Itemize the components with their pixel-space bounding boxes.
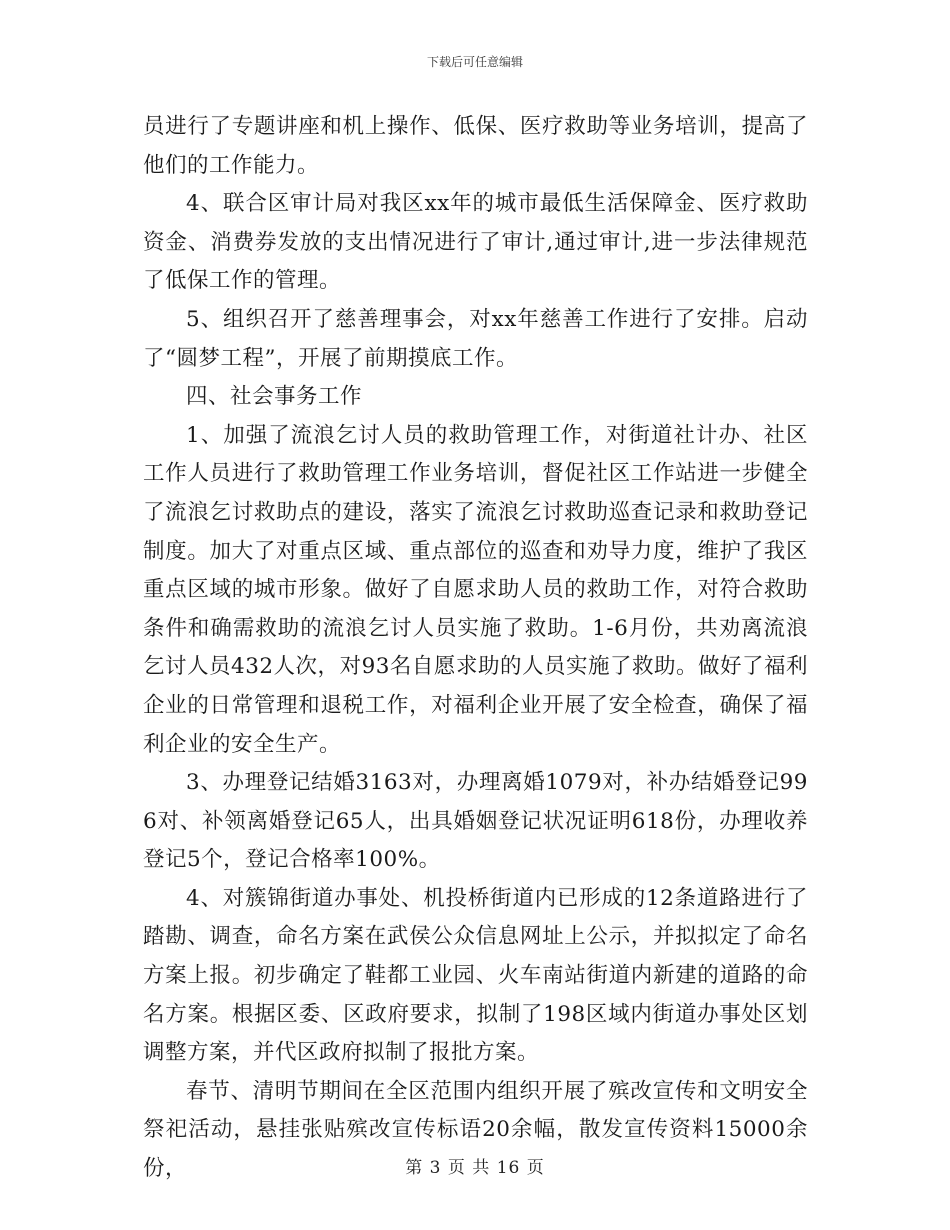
paragraph-item-4-roads: 4、对簇锦街道办事处、机投桥街道内已形成的12条道路进行了踏勘、调查，命名方案在武侯公众信息网址上公示，并拟拟定了命名方案上报。初步确定了鞋都工业园、火车南站街道内新建的道路的命名方案。根据区委、区政府要求，拟制了198区域内街道办事处区划调整方案，并代区政府拟制了报批方案。: [143, 885, 808, 1066]
paragraph-item-5-charity: 5、组织召开了慈善理事会，对xx年慈善工作进行了安排。启动了“圆梦工程”，开展了前期摸底工作。: [143, 306, 808, 371]
section-heading-social-affairs: 四、社会事务工作: [186, 384, 363, 410]
paragraph-item-4-audit: 4、联合区审计局对我区xx年的城市最低生活保障金、医疗救助资金、消费券发放的支出情况进行了审计,通过审计,进一步法律规范了低保工作的管理。: [143, 191, 808, 294]
page-header-note: 下载后可任意编辑: [426, 55, 523, 69]
document-body: [143, 108, 808, 1189]
paragraph-item-3-marriage: 3、办理登记结婚3163对，办理离婚1079对，补办结婚登记996对、补领离婚登记65人，出具婚姻登记状况证明618份，办理收养登记5个，登记合格率100%。: [143, 770, 808, 873]
paragraph-item-1-relief: 1、加强了流浪乞讨人员的救助管理工作，对街道社计办、社区工作人员进行了救助管理工作业务培训，督促社区工作站进一步健全了流浪乞讨救助点的建设，落实了流浪乞讨救助巡查记录和救助登记制度。加大了对重点区域、重点部位的巡查和劝导力度，维护了我区重点区域的城市形象。做好了自愿求助人员的救助工作，对符合救助条件和确需救助的流浪乞讨人员实施了救助。1-6月份，共劝离流浪乞讨人员432人次，对93名自愿求助的人员实施了救助。做好了福利企业的日常管理和退税工作，对福利企业开展了安全检查，确保了福利企业的安全生产。: [143, 422, 808, 757]
paragraph-festival-campaign: 春节、清明节期间在全区范围内组织开展了殡改宣传和文明安全祭祀活动，悬挂张贴殡改宣传标语20余幅，散发宣传资料15000余份，: [143, 1078, 808, 1182]
paragraph-continuation: 员进行了专题讲座和机上操作、低保、医疗救助等业务培训，提高了他们的工作能力。: [143, 114, 808, 178]
page-footer-number: 第 3 页 共 16 页: [405, 1158, 545, 1178]
